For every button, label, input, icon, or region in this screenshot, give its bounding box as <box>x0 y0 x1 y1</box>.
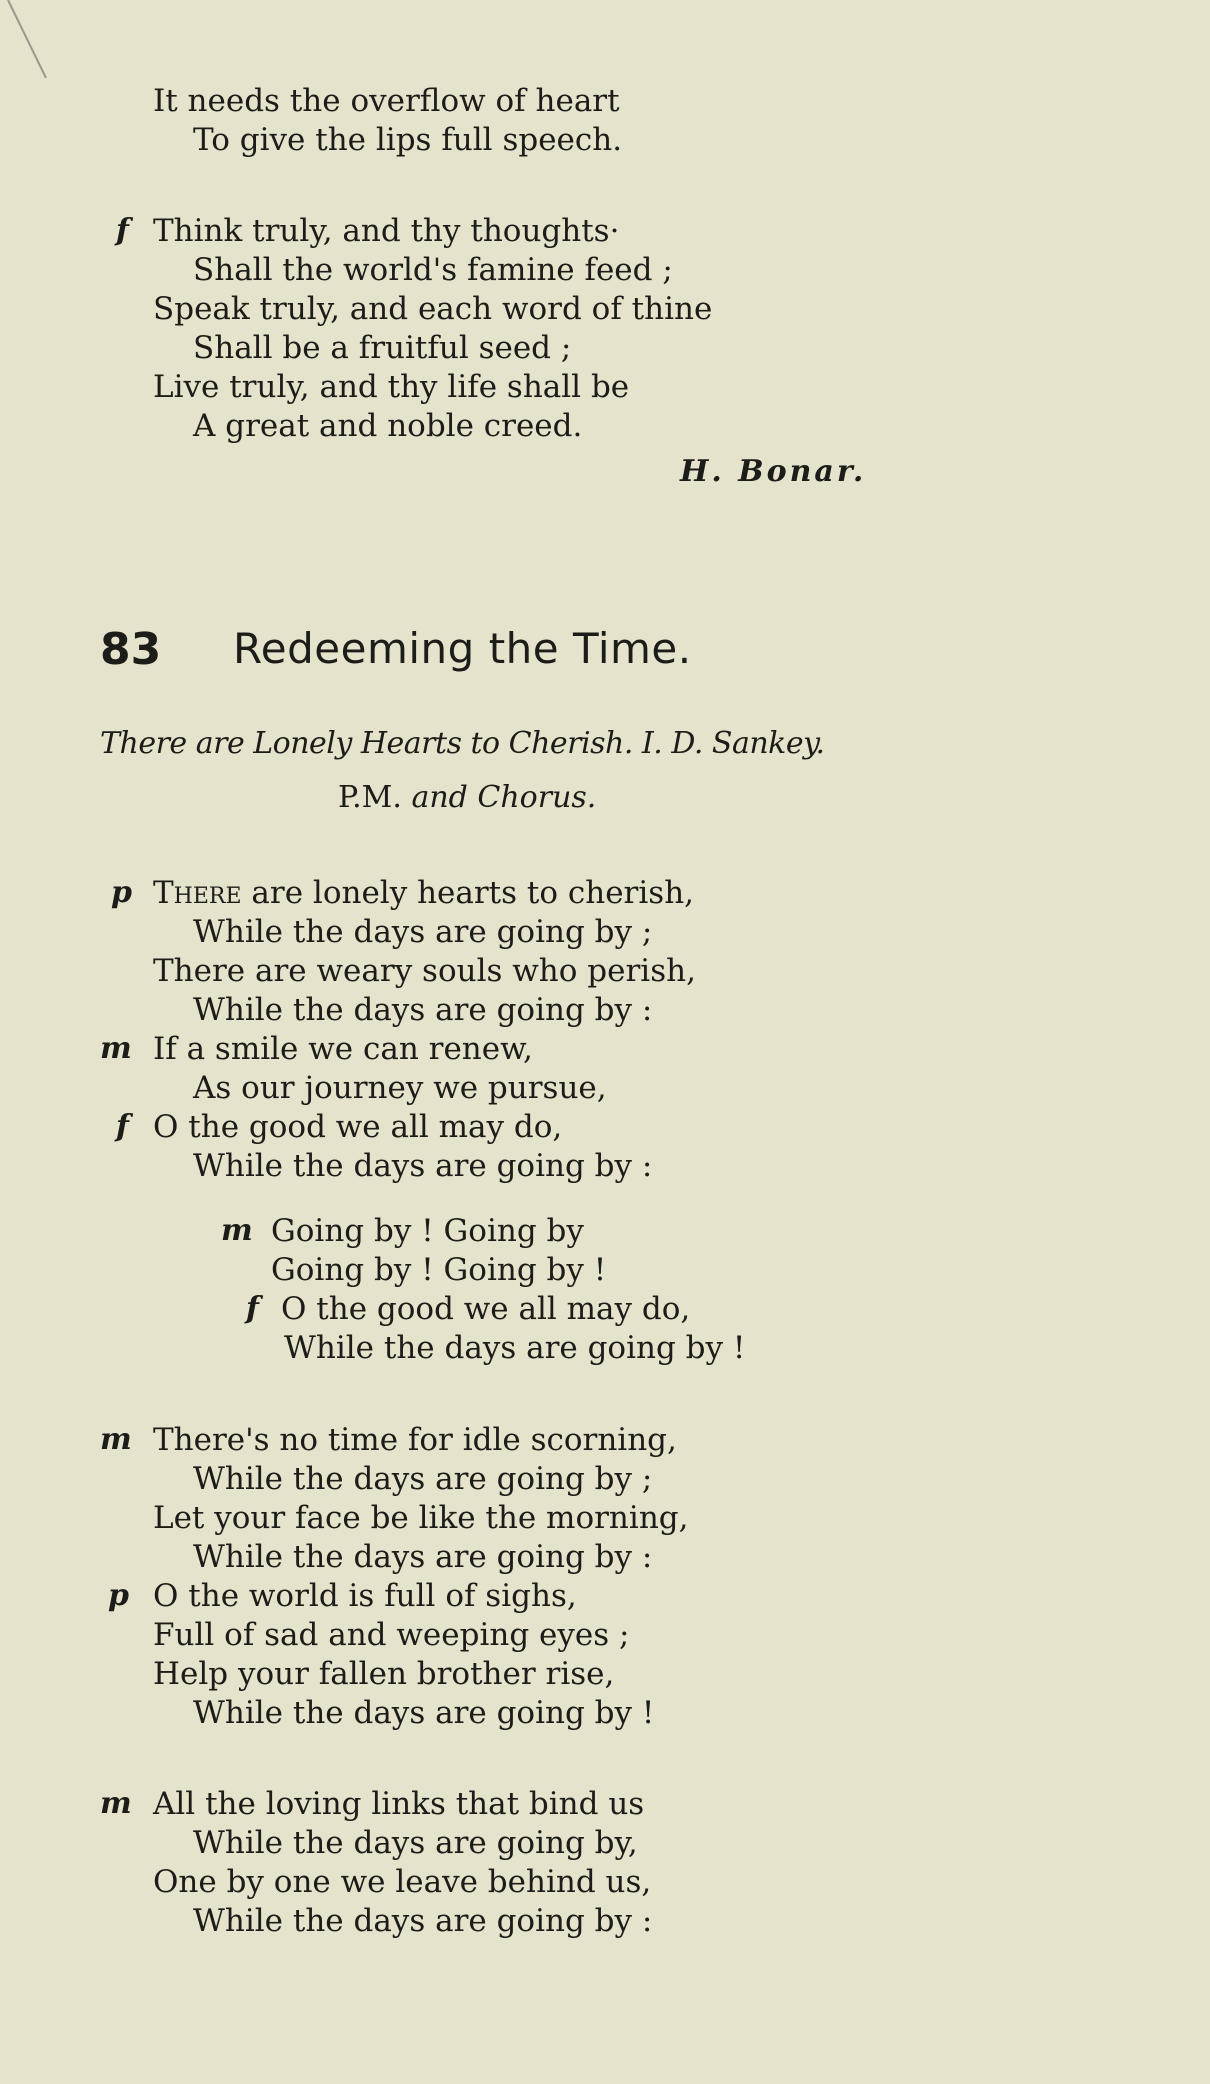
meter-line <box>338 780 596 815</box>
v2-line-4: While the days are going by : <box>193 1539 653 1575</box>
v2-line-7: Help your fallen brother rise, <box>153 1656 615 1692</box>
prev-verse-line-1: Think truly, and thy thoughts· <box>153 213 620 249</box>
chorus-line-3: O the good we all may do, <box>281 1291 691 1327</box>
chorus-line-1: Going by ! Going by <box>271 1213 584 1249</box>
prev-verse-line-4: Shall be a fruitful seed ; <box>193 330 572 366</box>
v2-line-8: While the days are going by ! <box>193 1695 655 1731</box>
v1-line-2: While the days are going by ; <box>193 914 653 950</box>
v2-dyn-m: m <box>100 1422 132 1457</box>
v1-first-word: There <box>153 875 242 911</box>
v2-line-1: There's no time for idle scorning, <box>153 1422 677 1458</box>
page-corner-mark <box>0 0 50 80</box>
prev-verse-line-2: Shall the world's famine feed ; <box>193 252 673 288</box>
chorus-dyn-f: f <box>246 1291 259 1326</box>
v1-line-5: If a smile we can renew, <box>153 1031 533 1067</box>
meter-suffix: and Chorus. <box>411 780 597 815</box>
prev-line-2: To give the lips full speech. <box>193 122 623 158</box>
v2-line-6: Full of sad and weeping eyes ; <box>153 1617 630 1653</box>
v1-line-3: There are weary souls who perish, <box>153 953 696 989</box>
v2-line-3: Let your face be like the morning, <box>153 1500 689 1536</box>
tune-line: There are Lonely Hearts to Cherish. I. D. Sankey. <box>100 726 825 761</box>
prev-verse-line-3: Speak truly, and each word of thine <box>153 291 713 327</box>
v1-line-4: While the days are going by : <box>193 992 653 1028</box>
chorus-line-4: While the days are going by ! <box>284 1330 746 1366</box>
v1-line-1 <box>153 874 694 912</box>
v3-dyn-m: m <box>100 1786 132 1821</box>
prev-dyn-f: f <box>116 213 129 248</box>
v3-line-1: All the loving links that bind us <box>153 1786 645 1822</box>
prev-line-1: It needs the overflow of heart <box>153 83 620 119</box>
prev-verse-line-5: Live truly, and thy life shall be <box>153 369 630 405</box>
prev-verse-line-6: A great and noble creed. <box>193 408 583 444</box>
v3-line-2: While the days are going by, <box>193 1825 638 1861</box>
v2-line-5: O the world is full of sighs, <box>153 1578 577 1614</box>
meter: P.M. <box>338 780 402 815</box>
v1-dyn-m: m <box>100 1031 132 1066</box>
v1-line-6: As our journey we pursue, <box>193 1070 607 1106</box>
v3-line-3: One by one we leave behind us, <box>153 1864 652 1900</box>
v2-line-2: While the days are going by ; <box>193 1461 653 1497</box>
v1-line-1-rest: are lonely hearts to cherish, <box>241 875 695 911</box>
hymn-number: 83 <box>100 624 162 675</box>
v1-line-8: While the days are going by : <box>193 1148 653 1184</box>
v3-line-4: While the days are going by : <box>193 1903 653 1939</box>
chorus-line-2: Going by ! Going by ! <box>271 1252 607 1288</box>
prev-author: H. Bonar. <box>680 454 867 489</box>
v1-line-7: O the good we all may do, <box>153 1109 563 1145</box>
v1-dyn-f: f <box>116 1109 129 1144</box>
hymn-title: Redeeming the Time. <box>233 624 692 673</box>
chorus-dyn-m: m <box>221 1213 253 1248</box>
v1-dyn-p: p <box>111 875 132 910</box>
v2-dyn-p: p <box>108 1578 129 1613</box>
